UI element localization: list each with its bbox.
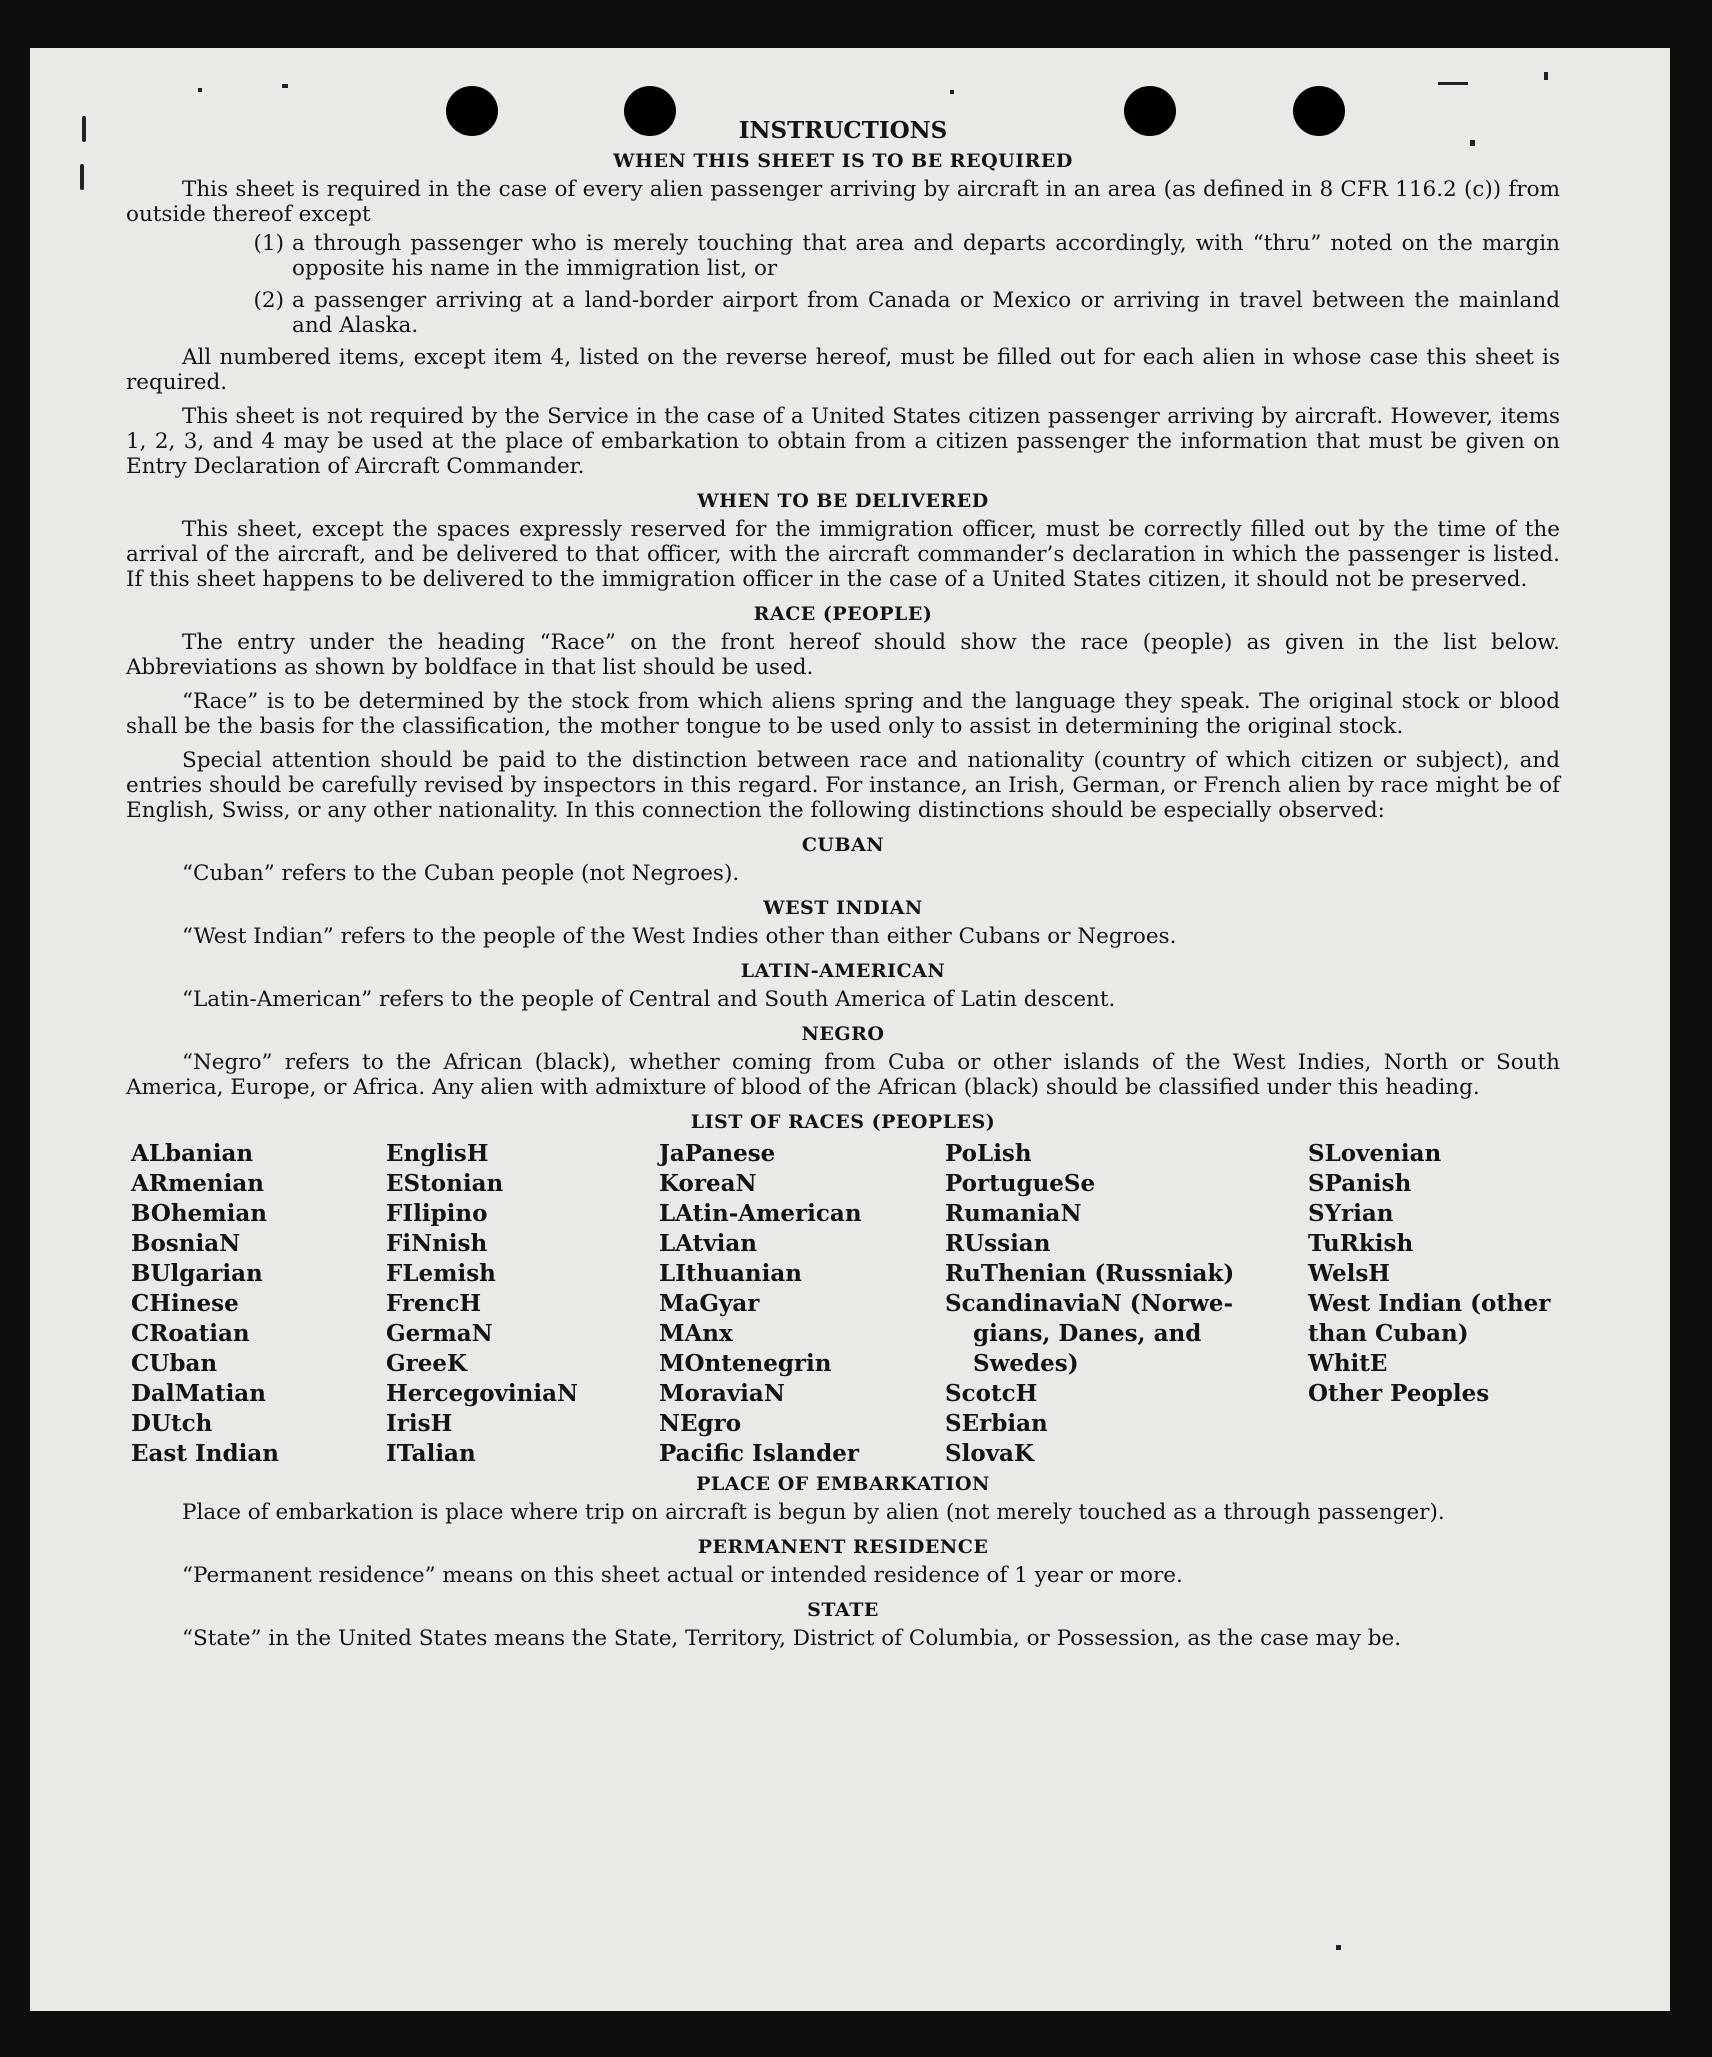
paragraph: Place of embarkation is place where trip on aircraft is begun by alien (not merely touched as a through passenger).: [182, 1500, 1445, 1525]
heading-latin-american: LATIN-AMERICAN: [740, 960, 946, 982]
paragraph: “Cuban” refers to the Cuban people (not Negroes).: [182, 861, 740, 886]
race-entry: IrisH: [386, 1410, 453, 1437]
race-entry: JaPanese: [659, 1140, 776, 1167]
speck-mark: [1336, 1945, 1341, 1950]
speck-mark: [198, 88, 202, 92]
race-list: [131, 1139, 1560, 1469]
heading-when-required: WHEN THIS SHEET IS TO BE REQUIRED: [613, 150, 1073, 172]
instructions-content: [126, 116, 1560, 1660]
race-entry: SlovaK: [945, 1440, 1034, 1467]
race-entry: MaGyar: [659, 1290, 760, 1317]
race-entry: RuThenian (Russniak): [945, 1260, 1235, 1287]
race-entry: Pacific Islander: [659, 1440, 859, 1467]
race-entry: PoLish: [945, 1140, 1032, 1167]
race-entry: FIlipino: [386, 1200, 488, 1227]
race-column: [945, 1139, 1308, 1469]
race-entry: SYrian: [1308, 1200, 1394, 1227]
race-entry: ARmenian: [131, 1170, 265, 1197]
race-entry: MoraviaN: [659, 1380, 785, 1407]
speck-mark: [282, 84, 288, 88]
heading-west-indian: WEST INDIAN: [763, 897, 923, 919]
item-text: a passenger arriving at a land-border airport from Canada or Mexico or arriving in travel between the mainland and Alaska.: [292, 288, 1560, 338]
race-entry: East Indian: [131, 1440, 279, 1467]
paragraph: “Permanent residence” means on this sheet actual or intended residence of 1 year or more.: [182, 1563, 1183, 1588]
race-entry: LIthuanian: [659, 1260, 802, 1287]
race-entry: ScotcH: [945, 1380, 1038, 1407]
paragraph: “State” in the United States means the State, Territory, District of Columbia, or Possession, as the case may be.: [182, 1626, 1402, 1651]
race-entry: TuRkish: [1308, 1230, 1414, 1257]
numbered-item: [242, 288, 1560, 338]
paragraph: The entry under the heading “Race” on the front hereof should show the race (people) as given in the list below. Abbreviations as shown by boldface in that list should be used.: [126, 630, 1560, 680]
page-title: INSTRUCTIONS: [738, 117, 948, 144]
item-number: (2): [253, 288, 284, 313]
race-entry: MOntenegrin: [659, 1350, 832, 1377]
race-entry: Swedes): [973, 1350, 1079, 1377]
paragraph: This sheet is not required by the Service in the case of a United States citizen passenger arriving by aircraft. However, items 1, 2, 3, and 4 may be used at the place of embarkation to obtain from a citizen passenger the information that must be given on Entry Declaration of Aircraft Commander.: [126, 404, 1560, 479]
speck-mark: [82, 116, 86, 142]
race-entry: EnglisH: [386, 1140, 489, 1167]
speck-mark: [1544, 72, 1548, 80]
heading-race: RACE (PEOPLE): [753, 603, 933, 625]
race-entry: ALbanian: [131, 1140, 254, 1167]
numbered-item: [242, 231, 1560, 281]
heading-embarkation: PLACE OF EMBARKATION: [696, 1473, 990, 1495]
race-entry: PortugueSe: [945, 1170, 1096, 1197]
race-entry: ScandinaviaN (Norwe-: [945, 1290, 1234, 1317]
heading-permanent-residence: PERMANENT RESIDENCE: [697, 1536, 989, 1558]
race-entry: CHinese: [131, 1290, 239, 1317]
race-entry: KoreaN: [659, 1170, 757, 1197]
race-entry: BosniaN: [131, 1230, 241, 1257]
heading-state: STATE: [807, 1599, 879, 1621]
race-entry: Other Peoples: [1308, 1380, 1490, 1407]
race-entry: DUtch: [131, 1410, 213, 1437]
race-entry: West Indian (other: [1308, 1290, 1551, 1317]
item-number: (1): [253, 231, 284, 256]
heading-list-of-races: LIST OF RACES (PEOPLES): [690, 1111, 996, 1133]
heading-when-delivered: WHEN TO BE DELIVERED: [697, 490, 989, 512]
paragraph: Special attention should be paid to the distinction between race and nationality (country of which citizen or subject), and entries should be carefully revised by inspectors in this regard. For instance, an Irish, German, or French alien by race might be of English, Swiss, or any other nationality. In this connection the following distinctions should be especially observed:: [126, 748, 1560, 823]
race-entry: than Cuban): [1308, 1320, 1469, 1347]
document-sheet: [30, 48, 1670, 2011]
race-entry: CUban: [131, 1350, 218, 1377]
race-entry: RumaniaN: [945, 1200, 1082, 1227]
race-entry: BOhemian: [131, 1200, 267, 1227]
race-entry: ITalian: [386, 1440, 476, 1467]
race-entry: DalMatian: [131, 1380, 266, 1407]
race-entry: CRoatian: [131, 1320, 250, 1347]
race-entry: EStonian: [386, 1170, 504, 1197]
race-entry: BUlgarian: [131, 1260, 263, 1287]
race-entry: FLemish: [386, 1260, 496, 1287]
paragraph: “West Indian” refers to the people of the West Indies other than either Cubans or Negroes.: [182, 924, 1177, 949]
race-column: [1308, 1139, 1568, 1469]
paragraph: “Race” is to be determined by the stock from which aliens spring and the language they speak. The original stock or blood shall be the basis for the classification, the mother tongue to be used only to assist in determining the original stock.: [126, 689, 1560, 739]
race-entry: GreeK: [386, 1350, 468, 1377]
race-entry: SErbian: [945, 1410, 1048, 1437]
race-entry: FrencH: [386, 1290, 482, 1317]
item-text: a through passenger who is merely touching that area and departs accordingly, with “thru” noted on the margin opposite his name in the immigration list, or: [292, 231, 1560, 281]
race-entry: LAtvian: [659, 1230, 757, 1257]
race-entry: MAnx: [659, 1320, 733, 1347]
paragraph: This sheet, except the spaces expressly reserved for the immigration officer, must be correctly filled out by the time of the arrival of the aircraft, and be delivered to that officer, with the aircraft commander’s declaration in which the passenger is listed. If this sheet happens to be delivered to the immigration officer in the case of a United States citizen, it should not be preserved.: [126, 517, 1560, 592]
race-column: [659, 1139, 945, 1469]
race-entry: HercegoviniaN: [386, 1380, 579, 1407]
race-entry: WelsH: [1308, 1260, 1391, 1287]
race-column: [386, 1139, 659, 1469]
race-entry: SPanish: [1308, 1170, 1412, 1197]
speck-mark: [1438, 82, 1468, 85]
speck-mark: [950, 90, 954, 94]
race-entry: FiNnish: [386, 1230, 488, 1257]
race-entry: gians, Danes, and: [973, 1320, 1202, 1347]
heading-cuban: CUBAN: [801, 834, 885, 856]
speck-mark: [80, 164, 84, 190]
race-entry: GermaN: [386, 1320, 493, 1347]
race-entry: LAtin-American: [659, 1200, 862, 1227]
paragraph: All numbered items, except item 4, listed on the reverse hereof, must be filled out for each alien in whose case this sheet is required.: [126, 345, 1560, 395]
heading-negro: NEGRO: [801, 1023, 885, 1045]
paragraph: “Negro” refers to the African (black), whether coming from Cuba or other islands of the West Indies, North or South America, Europe, or Africa. Any alien with admixture of blood of the African (black) should be classified under this heading.: [126, 1050, 1560, 1100]
race-entry: SLovenian: [1308, 1140, 1442, 1167]
race-entry: RUssian: [945, 1230, 1051, 1257]
race-entry: WhitE: [1308, 1350, 1388, 1377]
race-column: [131, 1139, 386, 1469]
paragraph: “Latin-American” refers to the people of Central and South America of Latin descent.: [182, 987, 1116, 1012]
paragraph: This sheet is required in the case of every alien passenger arriving by aircraft in an area (as defined in 8 CFR 116.2 (c)) from outside thereof except: [126, 177, 1560, 227]
race-entry: NEgro: [659, 1410, 742, 1437]
